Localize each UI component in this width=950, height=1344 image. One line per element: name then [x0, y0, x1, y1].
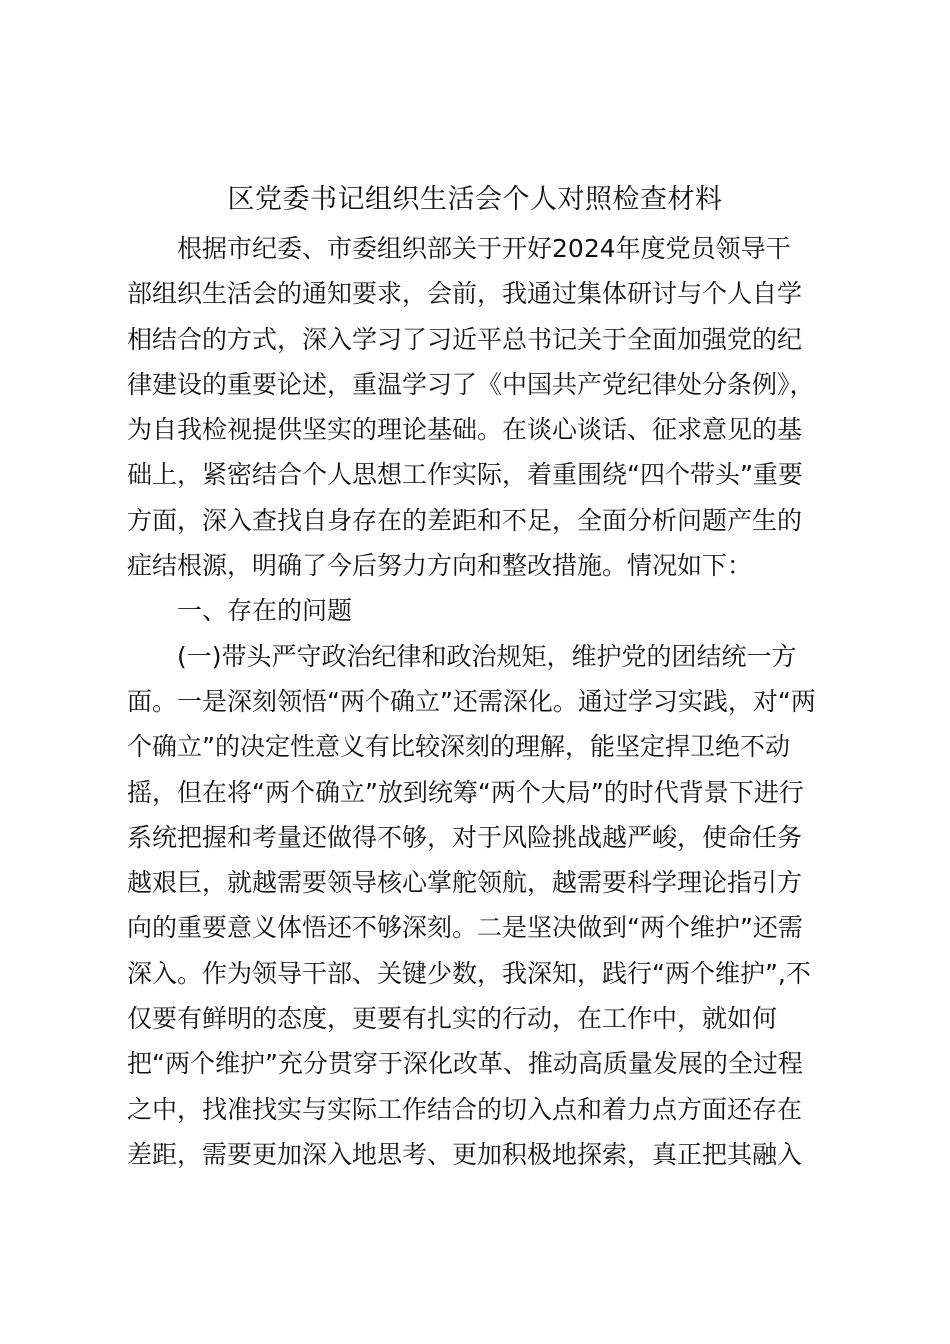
- paragraph-line: 仅要有鲜明的态度，更要有扎实的行动，在工作中，就如何: [127, 1004, 778, 1034]
- paragraph-line: 为自我检视提供坚实的理论基础。在谈心谈话、征求意见的基: [127, 415, 803, 445]
- paragraph-line: 相结合的方式，深入学习了习近平总书记关于全面加强党的纪: [127, 324, 803, 354]
- paragraph-line: 越艰巨，就越需要领导核心掌舵领航，越需要科学理论指引方: [127, 868, 803, 898]
- paragraph-line: 础上，紧密结合个人思想工作实际，着重围绕“四个带头”重要: [127, 460, 803, 490]
- document-body: [127, 226, 827, 1177]
- paragraph-line: 深入。作为领导干部、关键少数，我深知，践行“两个维护”,不: [127, 958, 811, 988]
- paragraph-line: (一)带头严守政治纪律和政治规矩，维护党的团结统一方: [177, 641, 797, 671]
- paragraph-line: 摇，但在将“两个确立”放到统筹“两个大局”的时代背景下进行: [127, 777, 804, 807]
- section-heading: 一、存在的问题: [177, 596, 353, 626]
- paragraph-line: 根据市纪委、市委组织部关于开好2024年度党员领导干: [177, 234, 791, 263]
- paragraph-line: 症结根源，明确了今后努力方向和整改措施。情况如下：: [127, 551, 753, 581]
- paragraph-line: 部组织生活会的通知要求，会前，我通过集体研讨与个人自学: [127, 279, 803, 309]
- paragraph-line: 系统把握和考量还做得不够，对于风险挑战越严峻，使命任务: [127, 822, 803, 852]
- paragraph-line: 面。一是深刻领悟“两个确立”还需深化。通过学习实践，对“两: [127, 686, 816, 716]
- paragraph-line: 把“两个维护”充分贯穿于深化改革、推动高质量发展的全过程: [127, 1049, 803, 1079]
- document-title: 区党委书记组织生活会个人对照检查材料: [227, 184, 723, 215]
- paragraph-line: 差距，需要更加深入地思考、更加积极地探索，真正把其融入: [127, 1139, 803, 1169]
- paragraph-line: 个确立”的决定性意义有比较深刻的理解，能坚定捍卫绝不动: [127, 732, 790, 762]
- paragraph-line: 方面，深入查找自身存在的差距和不足，全面分析问题产生的: [127, 505, 803, 535]
- paragraph-line: 向的重要意义体悟还不够深刻。二是坚决做到“两个维护”还需: [127, 913, 803, 943]
- paragraph-line: 律建设的重要论述，重温学习了《中国共产党纪律处分条例》，: [127, 369, 815, 399]
- paragraph-line: 之中，找准找实与实际工作结合的切入点和着力点方面还存在: [127, 1094, 803, 1124]
